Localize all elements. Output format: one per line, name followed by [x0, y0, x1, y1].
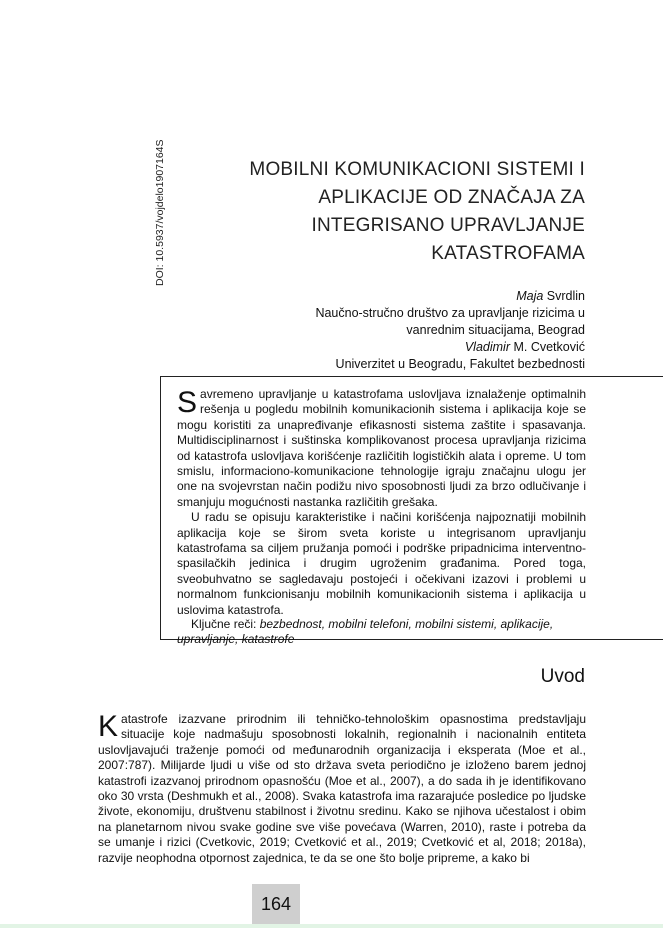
author-2-last-name: M. Cvetković [509, 340, 585, 354]
keywords-text: bezbednost, mobilni telefoni, mobilni sistemi, aplikacije, upravljanje, katastrofe [177, 617, 554, 647]
doi-label: DOI: 10.5937/vojdelo1907164S [154, 139, 166, 286]
author-block [315, 288, 585, 373]
author-2-first-name: Vladimir [464, 340, 510, 354]
abstract-paragraph-2: U radu se opisuju karakteristike i načini korišćenja najpoznatiji mobilnih aplikacija koje se širom sveta koriste u integrisanom upravljanju katastrofama sa ciljem pružanja pomoći i podrške pripadnicima interventno-spasilačkih jedinica i drugim ugroženim građanima. Pored toga, sveobuhvatno se sagledavaju postojeći i očekivani izazovi i problemi u normalnom funkcionisanju mobilnih komunikacionih sistema i aplikacija u uslovima katastrofa. [177, 510, 586, 617]
footer-bar [0, 924, 663, 928]
body-text-content: atastrofe izazvane prirodnim ili tehničko-tehnološkim opasnostima predstavljaju situacije koje nadmašuju sposobnosti lokalnih, regionalnih i nacionalnih entiteta uslovljavajući traženje pomoći od međunarodnih organizacija i eksperata (Moe et al., 2007:787). Milijarde ljudi u više od sto država sveta periodično je izloženo barem jednoj katastrofi izazvanoj prirodnom opasnošću (Moe et al., 2007), a do sada ih je identifikovano oko 30 vrsta (Deshmukh et al., 2008). Svaka katastrofa ima razarajuće posledice po ljudske živote, ekonomiju, društvenu stabilnost i životnu sredinu. Kako se njihova učestalost i obim na planetarnom nivou svake godine sve više povećava (Warren, 2010), raste i potreba da se umanje i rizici (Cvetkovic, 2019; Cvetković et al., 2019; Cvetković et al, 2018; 2018a), razvije neophodna otpornost zajednica, te da se one što bolje pripreme, a kako bi [98, 712, 586, 865]
keywords [177, 617, 586, 648]
abstract [177, 387, 586, 618]
body-text [98, 712, 586, 866]
page-number: 164 [252, 884, 300, 928]
section-heading: Uvod [540, 666, 585, 687]
author-1-last-name: Svrdlin [543, 289, 585, 303]
body-dropcap: K [98, 710, 119, 743]
title-line: APLIKACIJE OD ZNAČAJA ZA [318, 187, 585, 208]
keywords-label: Ključne reči: [191, 617, 260, 631]
body-paragraph [98, 712, 586, 866]
article-title [249, 156, 585, 268]
title-line: INTEGRISANO UPRAVLJANJE [311, 215, 585, 236]
abstract-dropcap: S [177, 386, 198, 419]
title-line: KATASTROFAMA [431, 243, 585, 264]
author-1-first-name: Maja [516, 289, 544, 303]
abstract-paragraph-1 [177, 387, 586, 510]
author-2-affiliation: Univerzitet u Beogradu, Fakultet bezbednosti [335, 357, 585, 371]
author-1-affiliation-line-2: vanrednim situacijama, Beograd [406, 323, 585, 337]
title-line: MOBILNI KOMUNIKACIONI SISTEMI I [249, 159, 585, 180]
author-1-affiliation-line-1: Naučno-stručno društvo za upravljanje rizicima u [315, 306, 585, 320]
abstract-text-1: avremeno upravljanje u katastrofama uslovljava iznalaženje optimalnih rešenja u pogledu mobilnih komunikacionih sistema i aplikacija koje se mogu koristiti za unapređivanje efikasnosti sistema zaštite i spasavanja. Multidisciplinarnost i suštinska komplikovanost procesa upravljanja rizicima od katastrofa uslovljava korišćenje različitih logističkih alata i opreme. U tom smislu, informaciono-komunikacione tehnologije igraju značajnu ulogu jer one na svojevrstan način podižu nivo sposobnosti ljudi za brzo odlučivanje i smanjuju mogućnosti nastanka različitih grešaka. [177, 387, 586, 509]
